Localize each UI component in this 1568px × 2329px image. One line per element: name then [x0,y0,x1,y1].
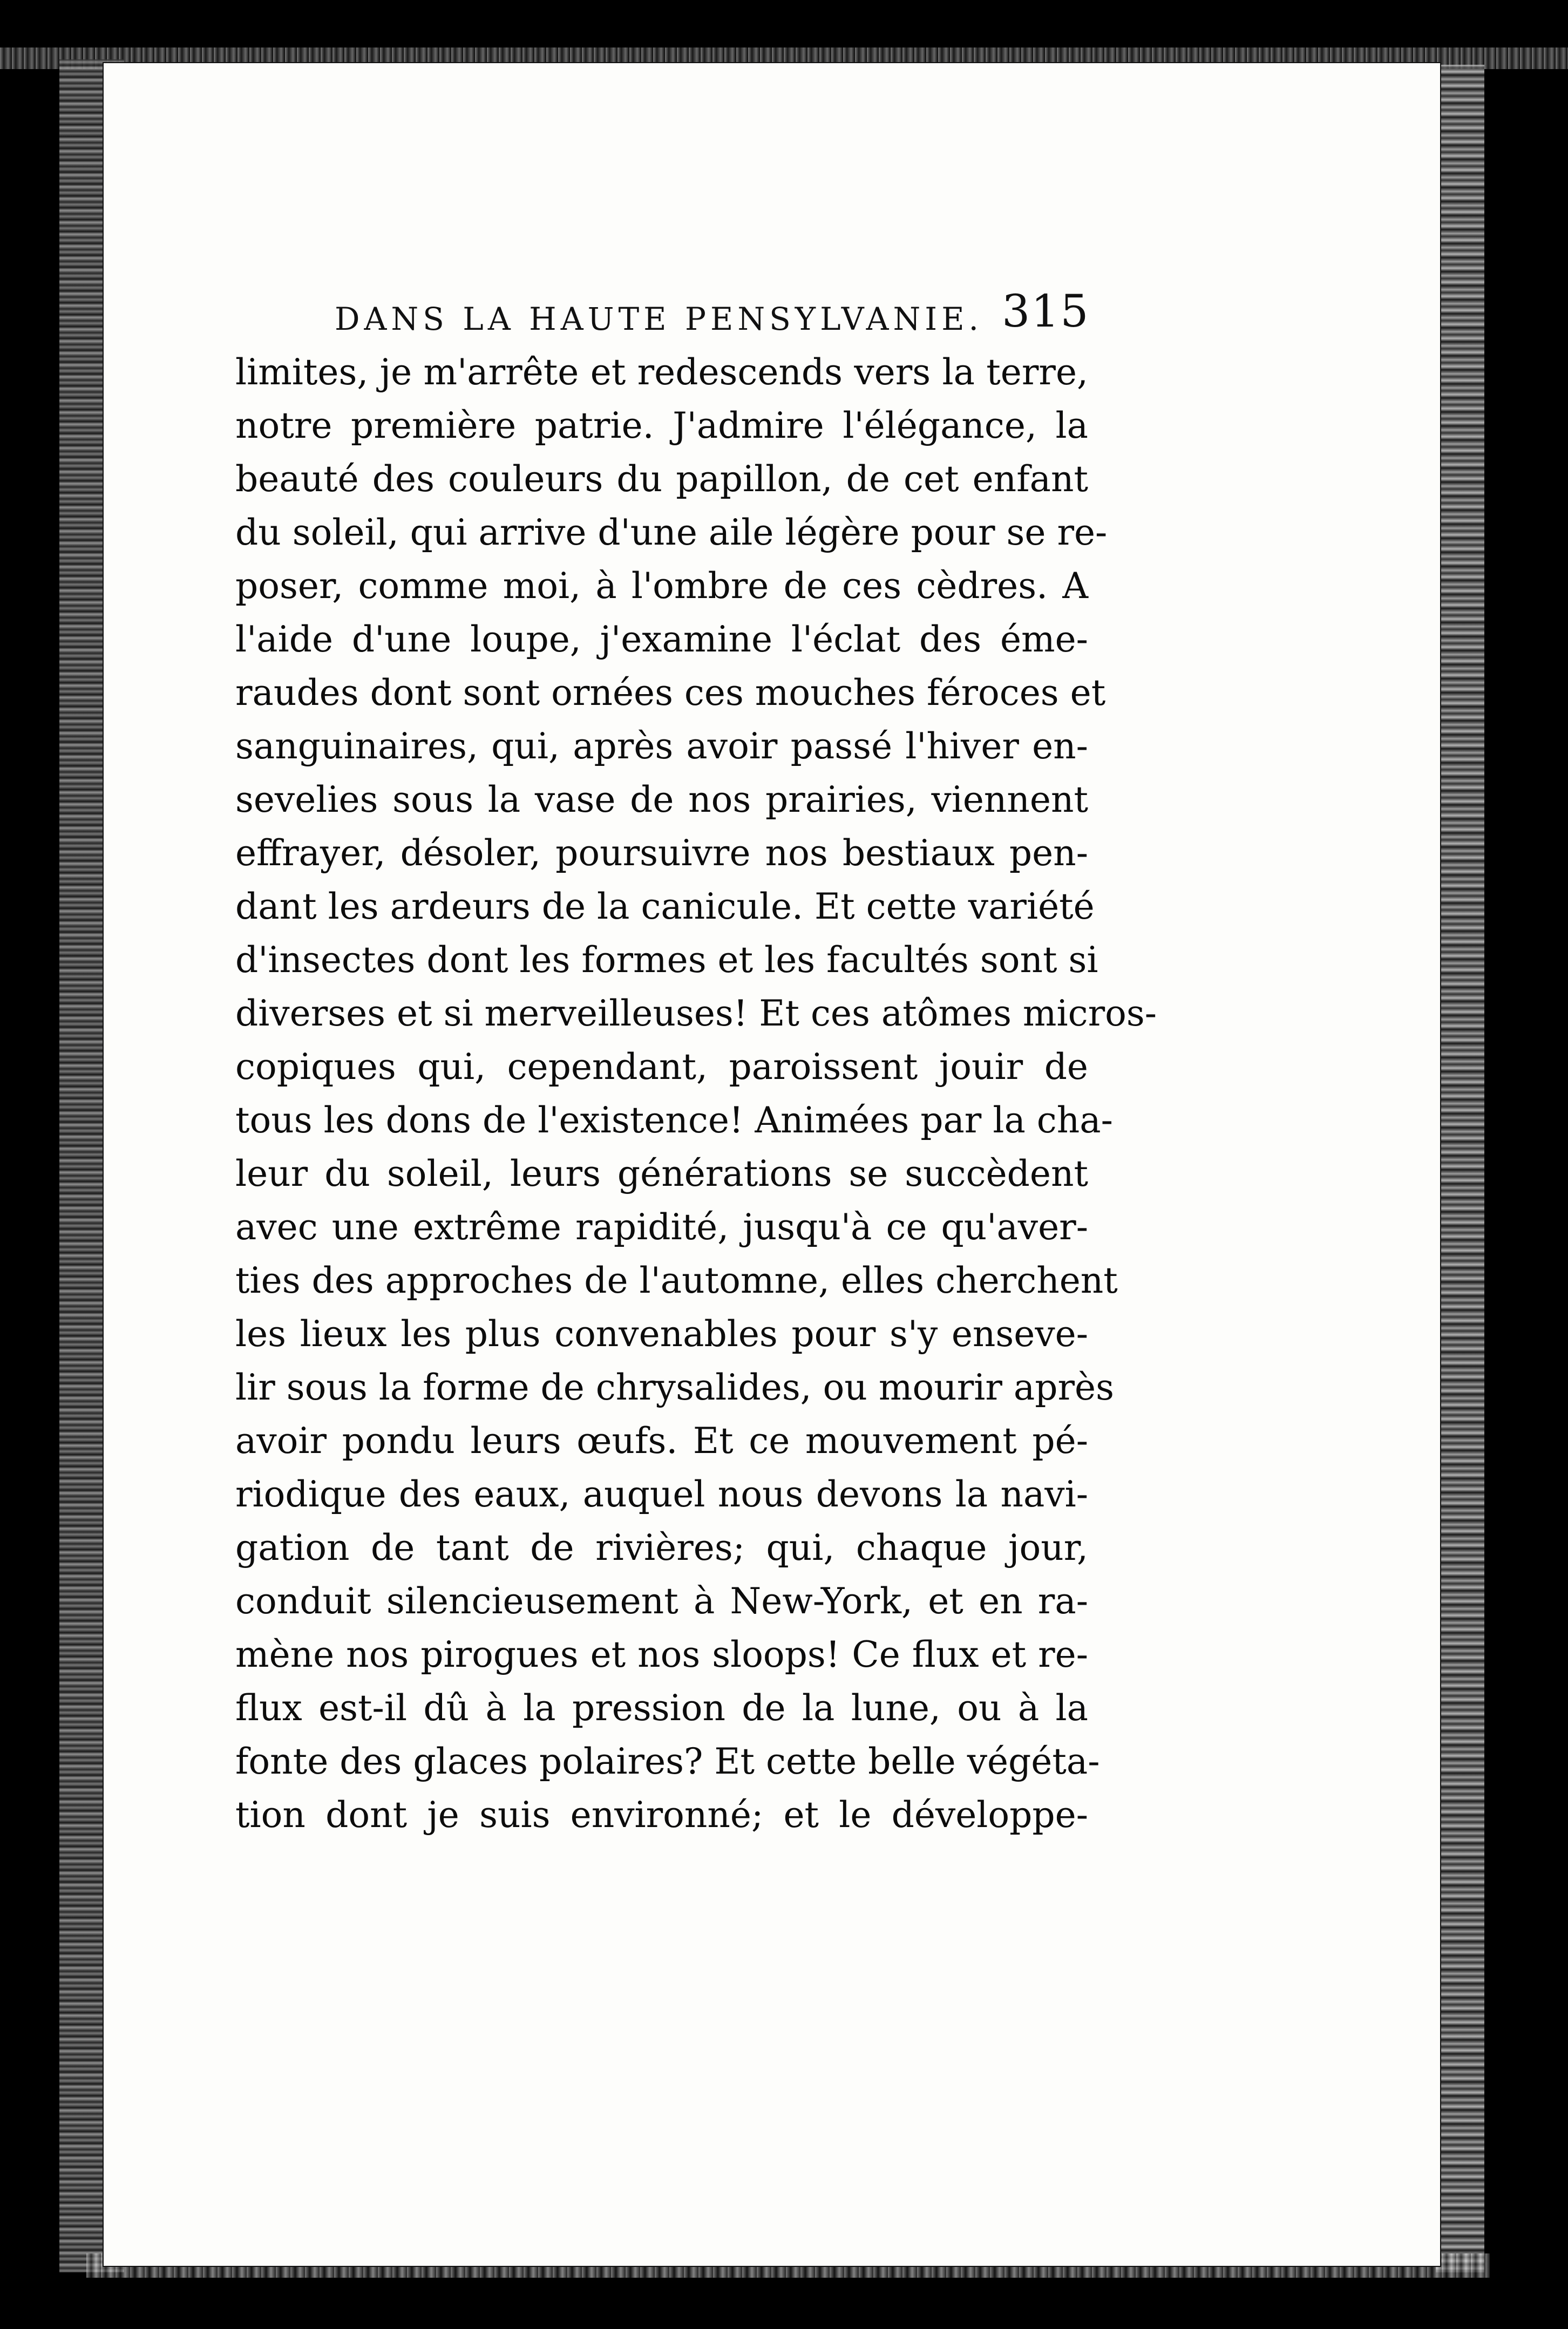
page-number: 315 [1002,286,1090,337]
right-page-edge [1436,65,1484,2272]
text-line: notre première patrie. J'admire l'élégance, la [235,405,1088,446]
running-head: DANS LA HAUTE PENSYLVANIE. [335,301,983,337]
text-line: diverses et si merveilleuses! Et ces atômes micros- [235,993,1157,1034]
text-line: tion dont je suis environné; et le développe- [235,1794,1088,1836]
text-line: lir sous la forme de chrysalides, ou mourir après [235,1367,1114,1408]
text-line: les lieux les plus convenables pour s'y enseve- [235,1313,1088,1355]
text-line: avec une extrême rapidité, jusqu'à ce qu'aver- [235,1206,1088,1248]
text-line: avoir pondu leurs œufs. Et ce mouvement pé- [235,1420,1088,1462]
text-line: sanguinaires, qui, après avoir passé l'hiver en- [235,725,1088,767]
text-line: riodique des eaux, auquel nous devons la navi- [235,1474,1088,1515]
text-line: l'aide d'une loupe, j'examine l'éclat des éme- [235,619,1088,660]
text-line: du soleil, qui arrive d'une aile légère pour se re- [235,512,1108,553]
text-line: limites, je m'arrête et redescends vers la terre, [235,351,1088,393]
text-line: gation de tant de rivières; qui, chaque jour, [235,1527,1088,1568]
text-line: dant les ardeurs de la canicule. Et cette variété [235,886,1095,927]
text-line: poser, comme moi, à l'ombre de ces cèdres. A [235,565,1088,607]
text-line: conduit silencieusement à New-York, et en ra- [235,1580,1088,1622]
text-line: copiques qui, cependant, paroissent jouir de [235,1046,1088,1088]
text-line: fonte des glaces polaires? Et cette belle végéta- [235,1741,1100,1782]
text-line: tous les dons de l'existence! Animées par la cha- [235,1099,1113,1141]
body-text [235,345,1157,1842]
text-line: leur du soleil, leurs générations se succèdent [235,1153,1088,1194]
text-line: d'insectes dont les formes et les facultés sont si [235,939,1098,981]
text-line: ties des approches de l'automne, elles cherchent [235,1260,1118,1301]
text-line: raudes dont sont ornées ces mouches féroces et [235,672,1106,714]
page-header [335,286,1090,345]
text-line: mène nos pirogues et nos sloops! Ce flux et re- [235,1634,1088,1675]
text-line: sevelies sous la vase de nos prairies, viennent [235,779,1088,820]
text-line: flux est-il dû à la pression de la lune, ou à la [235,1687,1088,1729]
text-line: effrayer, désoler, poursuivre nos bestiaux pen- [235,832,1088,874]
text-line: beauté des couleurs du papillon, de cet enfant [235,458,1088,500]
